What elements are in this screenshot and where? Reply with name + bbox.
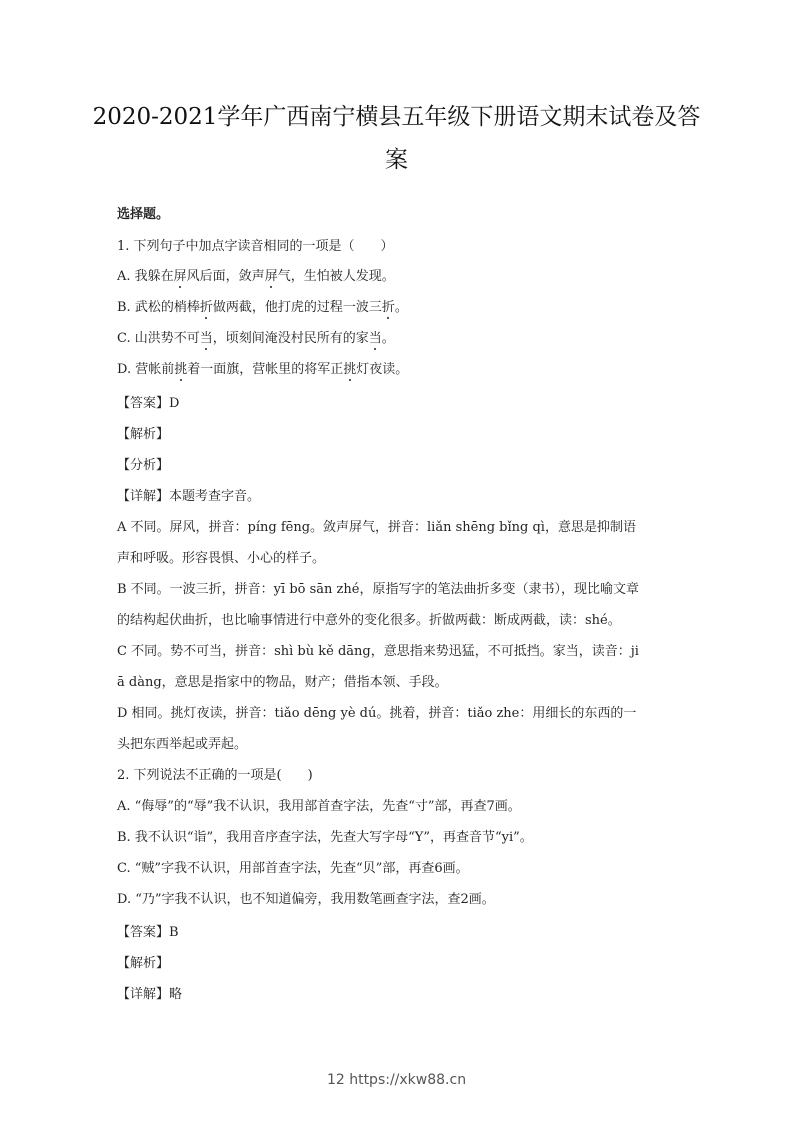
explanation-line: ā dàng，意思是指家中的物品，财产；借指本领、手段。	[117, 675, 448, 690]
question-2-analysis-label: 【解析】	[117, 956, 170, 971]
question-2-option-d: D. “乃”字我不认识，也不知道偏旁，我用数笔画查字法，查2画。	[117, 892, 495, 907]
explanation-line: 头把东西举起或弄起。	[117, 737, 248, 752]
title-line-2: 案	[385, 147, 408, 173]
question-2-detail: 【详解】略	[117, 987, 183, 1002]
question-2-answer: 【答案】B	[117, 925, 179, 940]
question-1-answer: 【答案】D	[117, 396, 180, 411]
explanation-line: B 不同。一波三折，拼音：yī bō sān zhé，原指写字的笔法曲折多变（隶书），现比喻文章	[117, 582, 639, 597]
option-text: C. 山洪势不可	[117, 331, 200, 346]
option-text: ，顷刻间淹没村民所有的家	[212, 331, 369, 346]
question-1-stem: 1. 下列句子中加点字读音相同的一项是（ ）	[117, 239, 394, 254]
dotted-char: 折	[381, 300, 395, 315]
option-text: 风后面，敛声	[186, 269, 265, 284]
section-heading: 选择题。	[117, 207, 170, 222]
explanation-line: C 不同。势不可当，拼音：shì bù kě dāng，意思指来势迅猛，不可抵挡。家当，读音：ji	[117, 644, 639, 659]
dotted-char: 屏	[173, 269, 187, 284]
explanation-line: D 相同。挑灯夜读，拼音：tiǎo dēng yè dú。挑着，拼音：tiǎo zhe：用细长的东西的一	[117, 706, 637, 721]
explanation-line: A 不同。屏风，拼音：píng fēng。敛声屏气，拼音：liǎn shēng bǐng qì，意思是抑制语	[117, 520, 636, 535]
explanation-line: 的结构起伏曲折，也比喻事情进行中意外的变化很多。折做两截：断成两截，读：shé。	[117, 613, 621, 628]
dotted-char: 折	[199, 300, 213, 315]
question-2-option-a: A. “侮辱”的“辱”我不认识，我用部首查字法，先查“寸”部，再查7画。	[117, 799, 521, 814]
dotted-char: 当	[368, 331, 382, 346]
dotted-char: 当	[199, 331, 213, 346]
option-text: 。	[394, 300, 408, 315]
option-text: A. 我躲在	[117, 269, 174, 284]
option-text: 做两截，他打虎的过程一波三	[212, 300, 382, 315]
question-1-option-b	[117, 299, 408, 317]
option-text: B. 武松的梢棒	[117, 300, 200, 315]
question-1-detail: 【详解】本题考查字音。	[117, 489, 261, 504]
question-2-option-c: C. “贼”字我不认识，用部首查字法，先查“贝”部，再查6画。	[117, 861, 469, 876]
explanation-line: 声和呼吸。形容畏惧、小心的样子。	[117, 551, 326, 566]
dotted-char: 挑	[343, 362, 357, 377]
option-text: D. 营帐前	[117, 362, 175, 377]
title-line-1: 2020-2021学年广西南宁横县五年级下册语文期末试卷及答	[92, 104, 701, 130]
question-1-option-a	[117, 268, 395, 286]
question-2-stem: 2. 下列说法不正确的一项是( )	[117, 768, 313, 783]
dotted-char: 屏	[264, 269, 278, 284]
option-text: 灯夜读。	[356, 362, 409, 377]
question-1-fenxi-label: 【分析】	[117, 458, 170, 473]
question-1-option-c	[117, 330, 395, 348]
option-text: 气，生怕被人发现。	[277, 269, 395, 284]
dotted-char: 挑	[174, 362, 188, 377]
question-1-option-d	[117, 361, 408, 379]
page-footer: 12 https://xkw88.cn	[326, 1072, 467, 1088]
question-1-analysis-label: 【解析】	[117, 427, 170, 442]
question-2-option-b: B. 我不认识“诣”，我用音序查字法，先查大写字母“Y”，再查音节“yi”。	[117, 830, 533, 845]
option-text: 着一面旗，营帐里的将军正	[187, 362, 344, 377]
option-text: 。	[381, 331, 395, 346]
